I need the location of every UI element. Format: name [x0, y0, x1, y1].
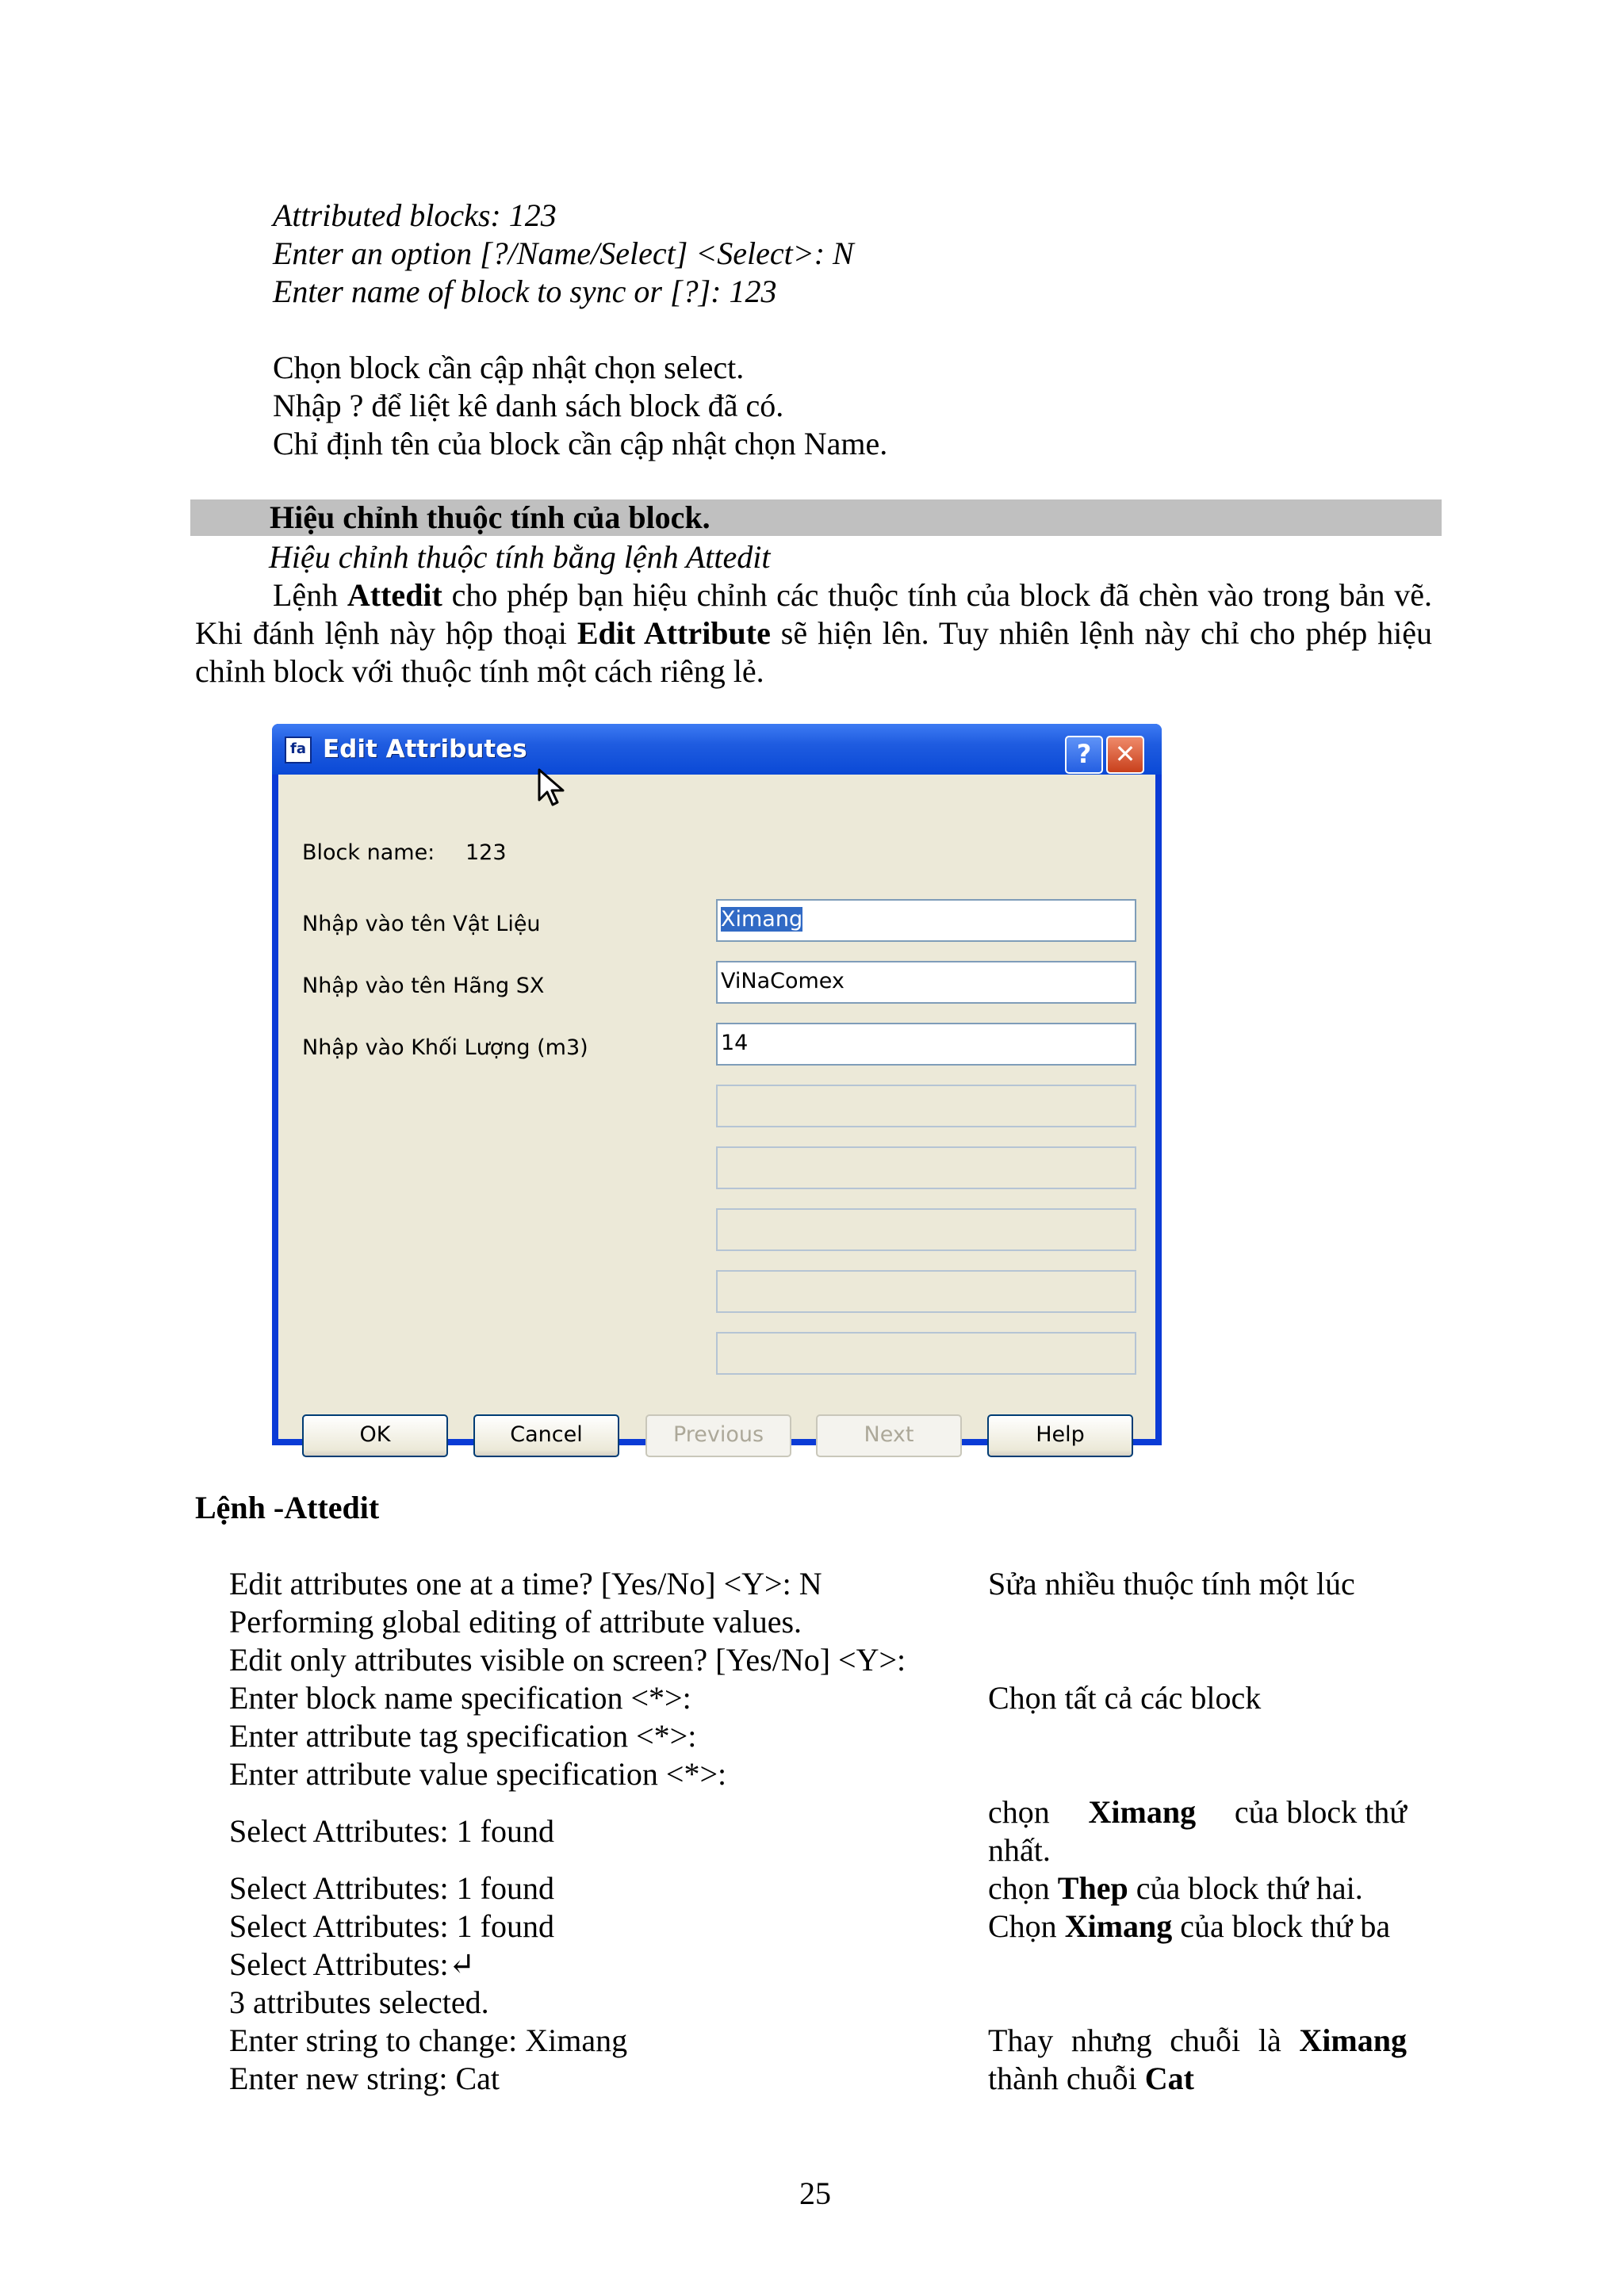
- comment-5-text-1: Chọn: [988, 1908, 1065, 1944]
- help-button[interactable]: Help: [987, 1414, 1133, 1457]
- command-line-12: Enter string to change: Ximang: [229, 2022, 628, 2058]
- paragraph-text-1: Lệnh: [273, 577, 347, 613]
- command-heading: Lệnh -Attedit: [195, 1490, 380, 1525]
- command-line-5: Enter attribute tag specification <*>:: [229, 1718, 697, 1754]
- comment-4: [988, 1869, 1363, 1908]
- comment-6: [988, 2022, 1407, 2098]
- volume-input[interactable]: [716, 1023, 1136, 1066]
- section-heading: Hiệu chỉnh thuộc tính của block.: [270, 499, 710, 535]
- page-number: 25: [799, 2175, 831, 2211]
- edit-attributes-dialog: [272, 724, 1162, 1445]
- comment-3-line-2: nhất.: [988, 1832, 1051, 1868]
- command-line-2: Performing global editing of attribute values.: [229, 1604, 802, 1640]
- comment-6-text-2: thành chuỗi: [988, 2061, 1145, 2096]
- paragraph-bold-attedit: Attedit: [347, 577, 442, 613]
- ok-button[interactable]: OK: [302, 1414, 448, 1457]
- empty-field-5: [716, 1146, 1136, 1189]
- comment-6-text-1: Thay nhưng chuỗi là: [988, 2022, 1300, 2058]
- command-line-7: Select Attributes: 1 found: [229, 1813, 554, 1849]
- block-name-value: 123: [465, 840, 507, 865]
- comment-5-bold: Ximang: [1064, 1908, 1173, 1944]
- volume-input-value: 14: [721, 1031, 749, 1055]
- command-line-6: Enter attribute value specification <*>:: [229, 1756, 727, 1792]
- command-line-9: Select Attributes: 1 found: [229, 1908, 554, 1944]
- command-line-10: Select Attributes:↵: [229, 1946, 476, 1982]
- comment-4-text-2: của block thứ hai.: [1128, 1870, 1363, 1906]
- paragraph-text-3: sẽ hiện lên. Tuy nhiên lệnh này chỉ cho phép hiệu chỉnh block với thuộc tính một cách riêng lẻ.: [195, 615, 1433, 689]
- field-label-material: Nhập vào tên Vật Liệu: [302, 912, 541, 936]
- field-label-manufacturer: Nhập vào tên Hãng SX: [302, 974, 545, 998]
- section-heading-bar: [190, 499, 1442, 536]
- body-paragraph: [195, 576, 1432, 691]
- comment-3: [988, 1793, 1407, 1869]
- comment-4-bold: Thep: [1057, 1870, 1128, 1906]
- comment-5: [988, 1908, 1390, 1946]
- command-line-13: Enter new string: Cat: [229, 2061, 500, 2096]
- comment-3-text-2: của block thứ: [1234, 1794, 1407, 1830]
- subheading: Hiệu chỉnh thuộc tính bằng lệnh Attedit: [269, 539, 771, 575]
- empty-field-7: [716, 1270, 1136, 1313]
- paragraph-text-2: cho phép bạn hiệu chỉnh các thuộc tính của block đã chèn vào trong bản vẽ. Khi đánh lệnh này hộp thoại: [195, 577, 1432, 651]
- command-line-3: Edit only attributes visible on screen? [Yes/No] <Y>:: [229, 1642, 906, 1678]
- manufacturer-input-value: ViNaComex: [721, 969, 845, 993]
- manufacturer-input[interactable]: [716, 961, 1136, 1004]
- next-button[interactable]: Next: [816, 1414, 962, 1457]
- help-title-button[interactable]: ?: [1065, 736, 1103, 774]
- empty-field-8: [716, 1332, 1136, 1375]
- comment-6-bold-2: Cat: [1144, 2061, 1194, 2096]
- empty-field-4: [716, 1085, 1136, 1127]
- block-name-label: Block name:: [302, 840, 435, 865]
- intro-line-3: Enter name of block to sync or [?]: 123: [273, 274, 777, 309]
- comment-3-bold: Ximang: [1088, 1794, 1197, 1830]
- command-line-4: Enter block name specification <*>:: [229, 1680, 691, 1716]
- comment-5-text-2: của block thứ ba: [1172, 1908, 1391, 1944]
- field-label-volume: Nhập vào Khối Lượng (m3): [302, 1035, 588, 1060]
- note-line-1: Chọn block cần cập nhật chọn select.: [273, 350, 745, 385]
- empty-field-6: [716, 1208, 1136, 1251]
- intro-line-2: Enter an option [?/Name/Select] <Select>: N: [273, 235, 854, 271]
- app-icon: fa: [285, 737, 312, 763]
- comment-3-text-1: chọn: [988, 1794, 1050, 1830]
- dialog-title: Edit Attributes: [323, 735, 527, 763]
- mouse-pointer-icon: [538, 768, 569, 809]
- cancel-button[interactable]: Cancel: [473, 1414, 619, 1457]
- comment-1: Sửa nhiều thuộc tính một lúc: [988, 1566, 1355, 1601]
- note-line-3: Chỉ định tên của block cần cập nhật chọn Name.: [273, 426, 888, 461]
- note-line-2: Nhập ? để liệt kê danh sách block đã có.: [273, 388, 784, 423]
- comment-6-bold: Ximang: [1299, 2022, 1407, 2058]
- close-button[interactable]: ✕: [1106, 736, 1144, 774]
- intro-line-1: Attributed blocks: 123: [273, 197, 557, 233]
- paragraph-bold-edit-attribute: Edit Attribute: [576, 615, 771, 651]
- material-input-value: Ximang: [721, 907, 803, 932]
- material-input[interactable]: [716, 899, 1136, 942]
- previous-button[interactable]: Previous: [645, 1414, 791, 1457]
- command-line-1: Edit attributes one at a time? [Yes/No] <Y>: N: [229, 1566, 822, 1601]
- command-line-8: Select Attributes: 1 found: [229, 1870, 554, 1906]
- comment-2: Chọn tất cả các block: [988, 1680, 1262, 1716]
- dialog-client-area: [278, 775, 1155, 1447]
- comment-4-text-1: chọn: [988, 1870, 1058, 1906]
- dialog-titlebar[interactable]: [272, 724, 1162, 775]
- command-line-11: 3 attributes selected.: [229, 1984, 489, 2020]
